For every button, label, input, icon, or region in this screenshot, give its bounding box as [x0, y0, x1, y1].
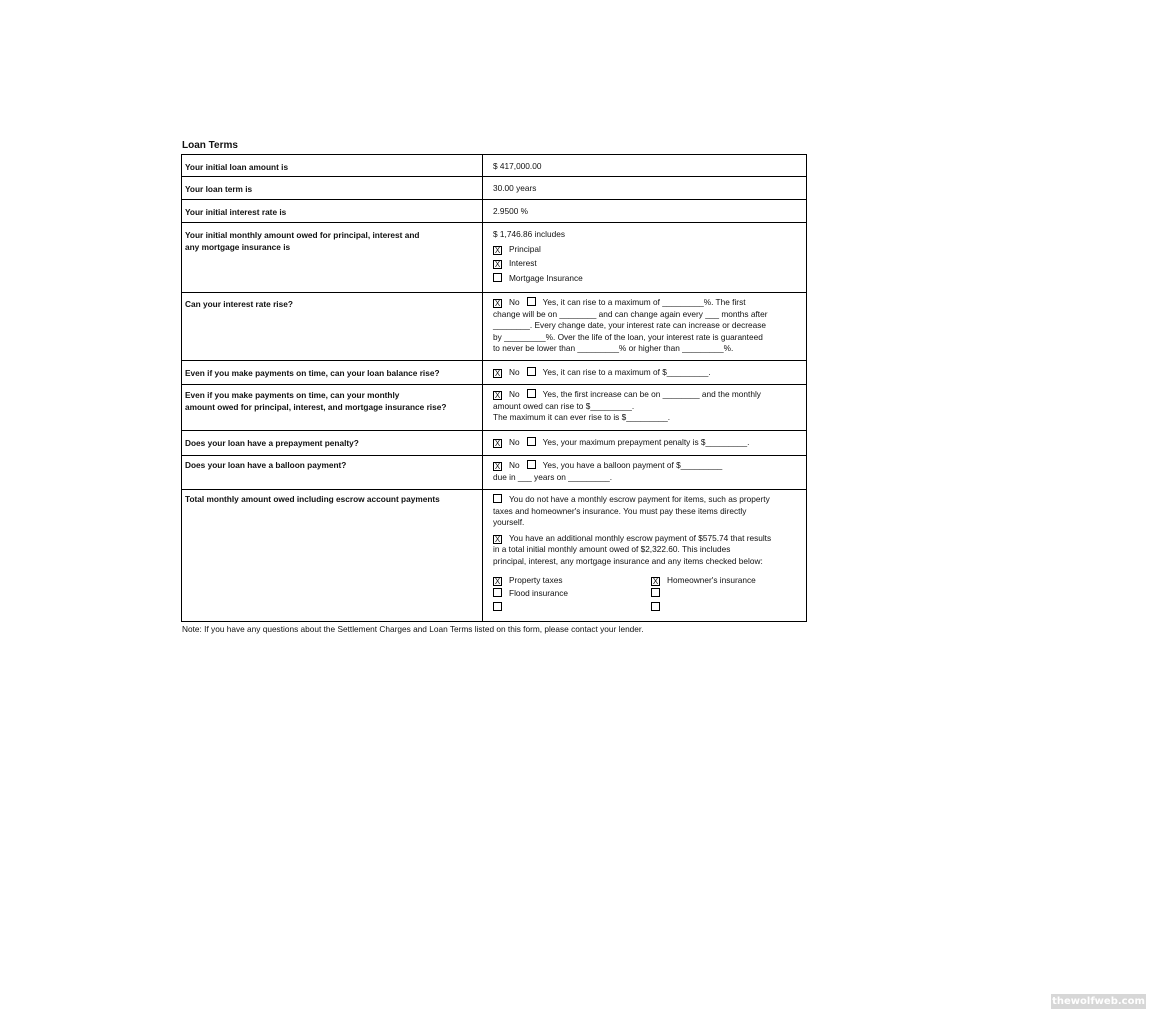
question-line: any mortgage insurance is — [185, 241, 291, 252]
table-row-escrow — [182, 490, 807, 622]
answer-balance-rise — [483, 361, 807, 385]
answer-line: amount owed can rise to $_________. — [493, 400, 635, 411]
question-escrow: Total monthly amount owed including escrow account payments — [182, 490, 483, 622]
answer-line: in a total initial monthly amount owed of $2,322.60. This includes — [493, 544, 731, 555]
yes-checkbox[interactable] — [527, 437, 536, 446]
principal-checkbox[interactable]: X — [494, 245, 501, 255]
yes-text: Yes, the first increase can be on ________ and the monthly — [542, 389, 761, 399]
no-label: No — [509, 460, 520, 470]
homeowners-insurance-checkbox[interactable]: X — [652, 576, 659, 586]
flood-insurance-checkbox[interactable] — [493, 588, 502, 597]
table-row-balloon — [182, 456, 807, 490]
mortgage-insurance-checkbox[interactable] — [493, 273, 502, 282]
watermark-logo: thewolfweb.com — [1052, 996, 1145, 1007]
answer-line: ________. Every change date, your interest rate can increase or decrease — [493, 320, 767, 331]
answer-escrow — [483, 490, 807, 622]
option-label: Mortgage Insurance — [509, 272, 583, 283]
answer-line: The maximum it can ever rise to is $_________. — [493, 412, 671, 423]
question-interest-rate: Your initial interest rate is — [182, 200, 483, 223]
yes-text: Yes, your maximum prepayment penalty is $_________. — [542, 437, 750, 447]
table-row-prepayment — [182, 431, 807, 456]
escrow-item-blank — [651, 602, 791, 614]
answer-line: due in ___ years on _________. — [493, 471, 613, 482]
no-checkbox[interactable]: X — [494, 299, 501, 308]
no-label: No — [509, 389, 520, 399]
option-label: Principal — [509, 243, 541, 254]
no-checkbox[interactable]: X — [494, 439, 501, 448]
escrow-item-blank — [651, 588, 791, 600]
question-line: amount owed for principal, interest, and mortgage insurance rise? — [185, 401, 447, 412]
escrow-item-flood-insurance — [493, 588, 651, 600]
question-line: Even if you make payments on time, can your monthly — [185, 390, 400, 400]
yes-checkbox[interactable] — [527, 367, 536, 376]
yes-checkbox[interactable] — [527, 460, 536, 469]
answer-monthly-amount — [483, 223, 807, 293]
answer-line: principal, interest, any mortgage insurance and any items checked below: — [493, 555, 763, 566]
no-label: No — [509, 437, 520, 447]
interest-checkbox[interactable]: X — [494, 260, 501, 270]
escrow-item-homeowners-insurance — [651, 575, 791, 587]
option-principal — [493, 244, 803, 256]
option-interest — [493, 258, 803, 270]
answer-loan-amount: $ 417,000.00 — [483, 155, 807, 177]
answer-line: yourself. — [493, 517, 525, 528]
question-balloon: Does your loan have a balloon payment? — [182, 456, 483, 490]
blank-item-checkbox[interactable] — [651, 602, 660, 611]
item-label: Flood insurance — [509, 588, 569, 599]
option-text: You do not have a monthly escrow payment for items, such as property — [509, 494, 770, 504]
monthly-amount-value: $ 1,746.86 includes — [493, 229, 565, 239]
additional-escrow-checkbox[interactable]: X — [494, 534, 501, 544]
answer-monthly-rise — [483, 385, 807, 431]
answer-rate-rise — [483, 293, 807, 361]
no-escrow-checkbox[interactable] — [493, 494, 502, 503]
answer-loan-term: 30.00 years — [483, 177, 807, 200]
escrow-items — [493, 575, 803, 614]
question-monthly-amount — [182, 223, 483, 293]
question-rate-rise: Can your interest rate rise? — [182, 293, 483, 361]
yes-text: Yes, you have a balloon payment of $_________ — [542, 460, 723, 470]
no-label: No — [509, 367, 520, 377]
table-row-monthly-rise — [182, 385, 807, 431]
answer-line: change will be on ________ and can change again every ___ months after — [493, 308, 768, 319]
answer-line: by _________%. Over the life of the loan, your interest rate is guaranteed — [493, 331, 763, 342]
escrow-option-none — [493, 494, 803, 506]
blank-item-checkbox[interactable] — [651, 588, 660, 597]
no-checkbox[interactable]: X — [494, 462, 501, 471]
yes-checkbox[interactable] — [527, 389, 536, 398]
table-row-balance-rise — [182, 361, 807, 385]
yes-checkbox[interactable] — [527, 297, 536, 306]
question-loan-term: Your loan term is — [182, 177, 483, 200]
question-monthly-rise — [182, 385, 483, 431]
section-title: Loan Terms — [182, 140, 238, 151]
answer-balloon — [483, 456, 807, 490]
footnote: Note: If you have any questions about the Settlement Charges and Loan Terms listed on this form, please contact your lender. — [182, 624, 644, 634]
option-mortgage-insurance — [493, 273, 803, 285]
loan-terms-table — [181, 154, 807, 622]
answer-prepayment — [483, 431, 807, 456]
blank-item-checkbox[interactable] — [493, 602, 502, 611]
no-checkbox[interactable]: X — [494, 391, 501, 400]
table-row-loan-term — [182, 177, 807, 200]
table-row-rate-rise — [182, 293, 807, 361]
yes-text: Yes, it can rise to a maximum of $_________. — [542, 367, 711, 377]
question-line: Your initial monthly amount owed for principal, interest and — [185, 230, 420, 240]
balloon-line — [493, 460, 803, 472]
option-label: Interest — [509, 258, 537, 269]
answer-line: to never be lower than _________% or higher than _________%. — [493, 343, 734, 354]
item-label: Homeowner's insurance — [667, 574, 756, 585]
item-label: Property taxes — [509, 574, 563, 585]
escrow-item-property-taxes — [493, 575, 651, 587]
property-taxes-checkbox[interactable]: X — [494, 576, 501, 586]
yes-text: Yes, it can rise to a maximum of _________%. The first — [542, 297, 746, 307]
question-prepayment: Does your loan have a prepayment penalty? — [182, 431, 483, 456]
escrow-item-blank — [493, 602, 651, 614]
question-loan-amount: Your initial loan amount is — [182, 155, 483, 177]
monthly-rise-line — [493, 389, 803, 401]
no-label: No — [509, 297, 520, 307]
no-checkbox[interactable]: X — [494, 369, 501, 378]
question-balance-rise: Even if you make payments on time, can your loan balance rise? — [182, 361, 483, 385]
table-row-monthly-amount — [182, 223, 807, 293]
table-row-loan-amount — [182, 155, 807, 177]
table-row-interest-rate — [182, 200, 807, 223]
answer-interest-rate: 2.9500 % — [483, 200, 807, 223]
escrow-option-additional — [493, 533, 803, 545]
option-text: You have an additional monthly escrow payment of $575.74 that results — [509, 532, 772, 543]
answer-line: taxes and homeowner's insurance. You must pay these items directly — [493, 505, 747, 516]
rate-rise-line — [493, 297, 803, 309]
